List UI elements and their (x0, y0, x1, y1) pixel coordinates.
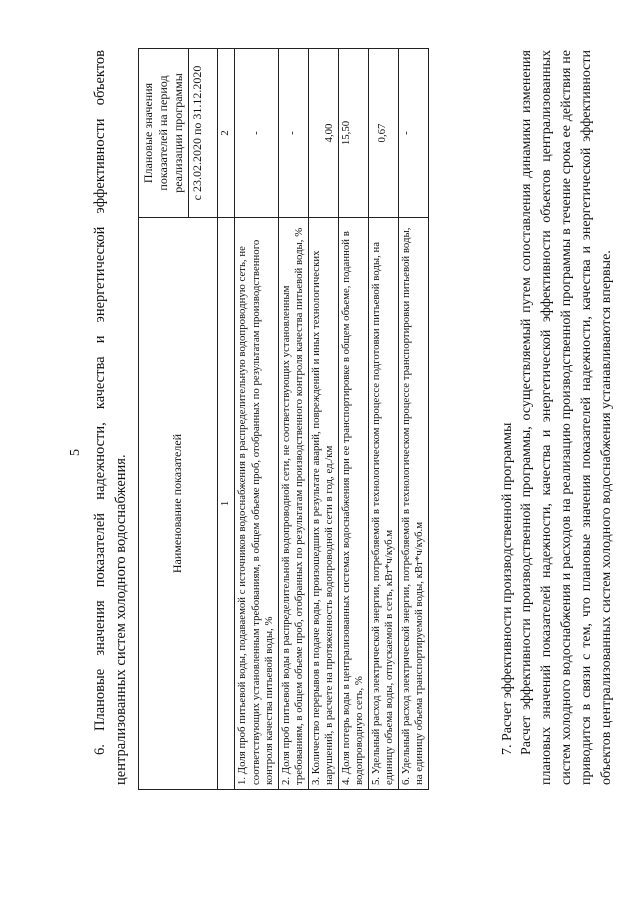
section7-paragraph-text: Расчет эффективности производственной программы, осуществляемый путем сопоставления динамики изменения плановых значений показателей надежности, качества и энергетической эффективности объектов централизованных систем холодного водоснабжения и расходов на реализацию производственной программы в течение срока ее действия не приводится в связи с тем, что плановые значения показателей надежности, качества и энергетической эффективности объектов централизованных систем холодного водоснабжения устанавливаются впервые. (519, 50, 614, 785)
indicator-name: 1. Доля проб питьевой воды, подаваемой с источников водоснабжения в распределительную водопроводную сеть, не соответствующих установленным требованиям, в общем объеме проб, отобранных по результатам производственного контроля качества питьевой воды, % (235, 218, 279, 790)
header-indicator-name: Наименование показателей (139, 218, 218, 790)
table-row (368, 49, 398, 790)
table-header-row (139, 49, 218, 790)
table-row (308, 49, 338, 790)
indicator-value: 15,50 (338, 49, 368, 218)
header-plan-values (139, 49, 218, 218)
indicator-value: 4,00 (308, 49, 338, 218)
indicator-value: - (235, 49, 279, 218)
indicator-name: 2. Доля проб питьевой воды в распределительной водопроводной сети, не соответствующих установленным требованиям, в общем объеме проб, отобранных по результатам производственного контроля качества питьевой воды, % (278, 218, 308, 790)
column-number-1: 1 (218, 218, 235, 790)
column-number-row (218, 49, 235, 790)
indicator-value: - (398, 49, 428, 218)
table-row (398, 49, 428, 790)
indicator-value: - (278, 49, 308, 218)
section7-heading: 7. Расчет эффективности производственной программы (500, 422, 515, 755)
indicator-name: 5. Удельный расход электрической энергии, потребляемой в технологическом процессе подготовки питьевой воды, на единицу объема воды, отпускаемой в сеть, кВт*ч/куб.м (368, 218, 398, 790)
indicator-value: 0,67 (368, 49, 398, 218)
indicator-name: 4. Доля потерь воды в централизованных системах водоснабжения при ее транспортировке в общем объеме, поданной в водопроводную сеть, % (338, 218, 368, 790)
table-row (278, 49, 308, 790)
header-plan-title: Плановые значения показателей на период реализации программы (139, 49, 189, 217)
header-plan-period: с 23.02.2020 по 31.12.2020 (190, 65, 204, 201)
column-number-2: 2 (218, 49, 235, 218)
section6-heading: 6. Плановые значения показателей надежности, качества и энергетической эффективности объектов (92, 50, 108, 755)
indicators-table (138, 48, 429, 790)
section7-paragraph (517, 50, 617, 785)
section6-heading-continued: централизованных систем холодного водоснабжения. (113, 454, 129, 785)
indicator-name: 6. Удельный расход электрической энергии, потребляемой в технологическом процессе транспортировки питьевой воды, на единицу объема транспортируемой воды, кВт*ч/куб.м (398, 218, 428, 790)
page-number: 5 (68, 449, 83, 456)
indicator-name: 3. Количество перерывов в подаче воды, произошедших в результате аварий, повреждений и иных технологических нарушений, в расчете на протяженность водопроводной сети в год, ед./км (308, 218, 338, 790)
table-row (235, 49, 279, 790)
table-row (338, 49, 368, 790)
